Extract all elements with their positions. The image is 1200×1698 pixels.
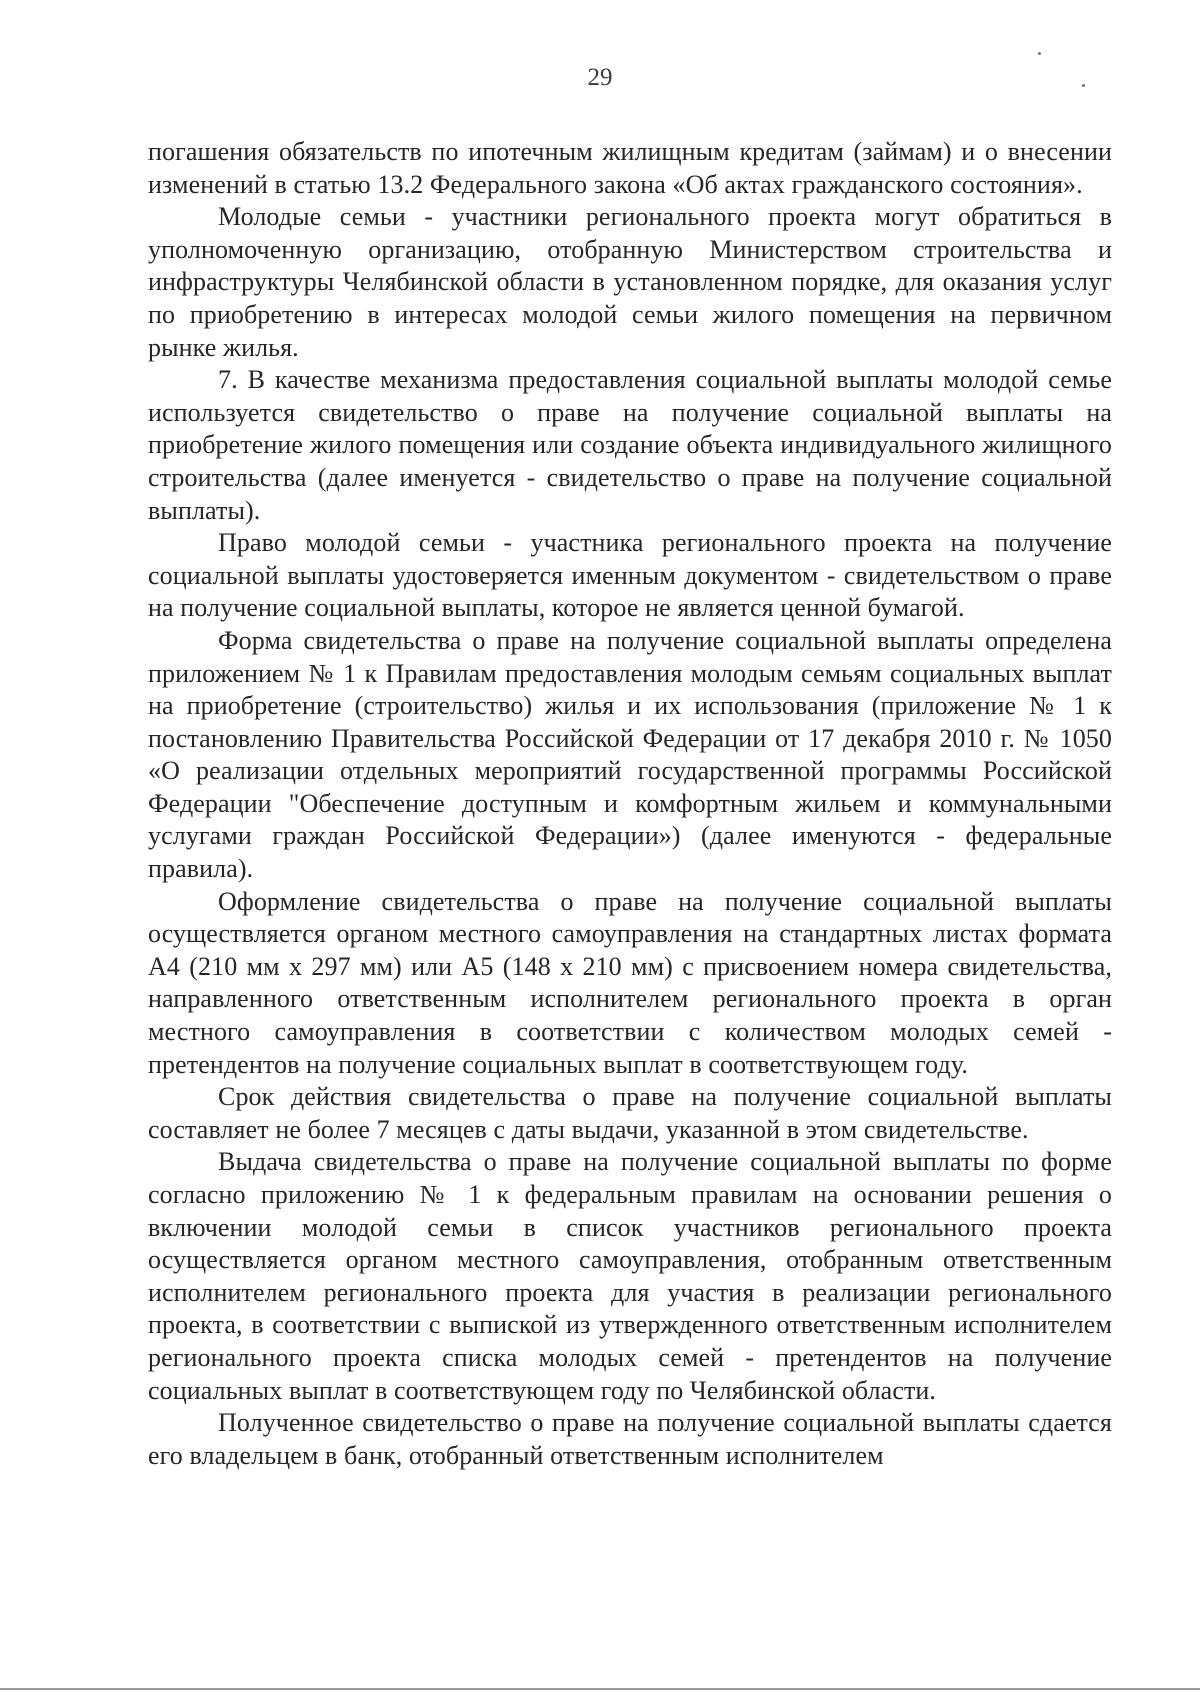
scan-edge-line [0,1688,1200,1690]
paragraph: Право молодой семьи - участника регионального проекта на получение социальной выплаты удостоверяется именным документом - свидетельством о праве на получение социальной выплаты, которое не является ценной бумагой. [148,528,1112,623]
paragraph: Форма свидетельства о праве на получение социальной выплаты определена приложением № 1 к Правилам предоставления молодым семьям социальных выплат на приобретение (строительство) жилья и их использования (приложение № 1 к постановлению Правительства Российской Федерации от 17 декабря 2010 г. № 1050 «О реализации отдельных мероприятий государственной программы Российской Федерации "Обеспечение доступным и комфортным жильем и коммунальными услугами граждан Российской Федерации») (далее именуются - федеральные правила). [148,625,1112,884]
paragraph: Молодые семьи - участники регионального проекта могут обратиться в уполномоченную организацию, отобранную Министерством строительства и инфраструктуры Челябинской области в установленном порядке, для оказания услуг по приобретению в интересах молодой семьи жилого помещения на первичном рынке жилья. [148,202,1112,362]
scan-speck [1082,84,1085,87]
scan-speck [1038,52,1041,55]
paragraph: Срок действия свидетельства о праве на получение социальной выплаты составляет не более 7 месяцев с даты выдачи, указанной в этом свидетельстве. [148,1082,1112,1144]
paragraph: Полученное свидетельство о праве на получение социальной выплаты сдается его владельцем в банк, отобранный ответственным исполнителем [148,1408,1112,1470]
paragraph: Оформление свидетельства о праве на получение социальной выплаты осуществляется органом местного самоуправления на стандартных листах формата А4 (210 мм х 297 мм) или А5 (148 х 210 мм) с присвоением номера свидетельства, направленного ответственным исполнителем регионального проекта в орган местного самоуправления в соответствии с количеством молодых семей - претендентов на получение социальных выплат в соответствующем году. [148,886,1112,1079]
page-number: 29 [587,64,613,91]
paragraph-item-7: 7. В качестве механизма предоставления социальной выплаты молодой семье используется свидетельство о праве на получение социальной выплаты на приобретение жилого помещения или создание объекта индивидуального жилищного строительства (далее именуется - свидетельство о праве на получение социальной выплаты). [148,365,1112,525]
paragraph: Выдача свидетельства о праве на получение социальной выплаты по форме согласно приложению № 1 к федеральным правилам на основании решения о включении молодой семьи в список участников регионального проекта осуществляется органом местного самоуправления, отобранным ответственным исполнителем регионального проекта для участия в реализации регионального проекта, в соответствии с выпиской из утвержденного ответственным исполнителем регионального проекта списка молодых семей - претендентов на получение социальных выплат в соответствующем году по Челябинской области. [148,1147,1112,1405]
document-body [148,136,1112,1472]
paragraph-continuation: погашения обязательств по ипотечным жилищным кредитам (займам) и о внесении изменений в статью 13.2 Федерального закона «Об актах гражданского состояния». [148,137,1112,199]
